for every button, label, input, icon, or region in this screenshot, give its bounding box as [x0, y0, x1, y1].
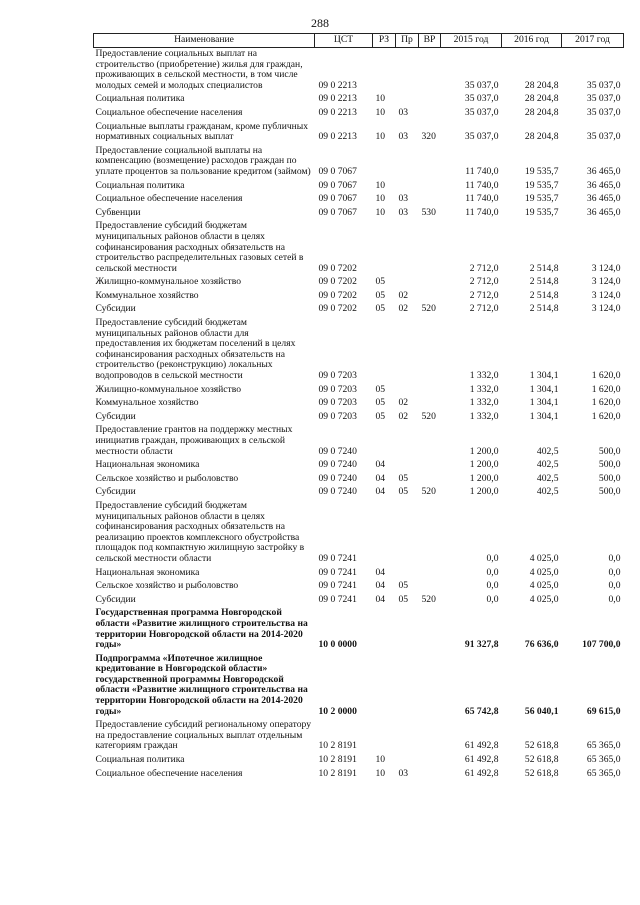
- cell-vr: [419, 397, 441, 411]
- cell-vr: [419, 500, 441, 567]
- cell-rz: 04: [375, 580, 386, 592]
- cell-2015: 1 200,0: [469, 445, 499, 457]
- cell-name: Социальное обеспечение населения: [95, 767, 243, 779]
- table-row: [94, 580, 624, 594]
- cell-2016: 28 204,8: [524, 79, 559, 91]
- cell-2016: 19 535,7: [524, 193, 559, 205]
- cell-name: Субсидии: [95, 593, 136, 605]
- table-row: [94, 424, 624, 459]
- cell-pr: 02: [398, 289, 409, 301]
- cell-cst: 10 2 8191: [318, 740, 357, 752]
- cell-vr: [419, 220, 441, 276]
- cell-pr: [396, 220, 419, 276]
- cell-2017: 1 620,0: [591, 383, 621, 395]
- cell-2017: 0,0: [608, 566, 621, 578]
- cell-rz: 04: [375, 566, 386, 578]
- cell-rz: 10: [375, 179, 386, 191]
- cell-2017: 1 620,0: [591, 410, 621, 422]
- cell-pr: 05: [398, 486, 409, 498]
- cell-name: Социальные выплаты гражданам, кроме публичных нормативных социальных выплат: [95, 120, 309, 143]
- header-name: Наименование: [94, 34, 315, 48]
- cell-rz: 04: [375, 486, 386, 498]
- cell-rz: 10: [375, 131, 386, 143]
- cell-cst: 09 0 2213: [318, 106, 357, 118]
- cell-cst: 09 0 7240: [318, 459, 357, 471]
- cell-pr: [396, 276, 419, 290]
- table-row: [94, 48, 624, 94]
- table-row: [94, 193, 624, 207]
- cell-2015: 11 740,0: [465, 165, 499, 177]
- table-row: [94, 567, 624, 581]
- cell-name: Предоставление грантов на поддержку местных инициатив граждан, проживающих в сельской местности области: [95, 424, 293, 457]
- cell-name: Национальная экономика: [95, 459, 200, 471]
- cell-rz: 05: [375, 289, 386, 301]
- cell-pr: 03: [398, 106, 409, 118]
- cell-name: Предоставление субсидий бюджетам муниципальных районов области в целях софинансирования расходных обязательств на строительство распределительных газовых сетей в сельской местности: [95, 220, 304, 274]
- cell-cst: 09 0 7067: [318, 193, 357, 205]
- cell-pr: [396, 754, 419, 768]
- cell-2016: 1 304,1: [529, 397, 559, 409]
- cell-2016: 1 304,1: [529, 410, 559, 422]
- cell-pr: 03: [398, 131, 409, 143]
- table-row: [94, 121, 624, 145]
- cell-2015: 91 327,8: [464, 639, 499, 651]
- table-row: [94, 317, 624, 384]
- cell-2016: 52 618,8: [524, 767, 559, 779]
- cell-2016: 402,5: [536, 472, 559, 484]
- cell-vr: 520: [421, 593, 436, 605]
- cell-2015: 11 740,0: [465, 179, 499, 191]
- table-row: [94, 653, 624, 720]
- cell-rz: 05: [375, 410, 386, 422]
- cell-name: Социальная политика: [95, 179, 185, 191]
- cell-rz: [373, 220, 396, 276]
- cell-2016: 28 204,8: [524, 93, 559, 105]
- cell-vr: [419, 384, 441, 398]
- table-row: [94, 290, 624, 304]
- cell-pr: 03: [398, 767, 409, 779]
- cell-pr: [396, 384, 419, 398]
- cell-pr: 02: [398, 303, 409, 315]
- table-row: [94, 145, 624, 180]
- cell-pr: [396, 93, 419, 107]
- cell-pr: [396, 459, 419, 473]
- cell-cst: 09 0 7067: [318, 179, 357, 191]
- cell-vr: [419, 290, 441, 304]
- cell-rz: 05: [375, 303, 386, 315]
- cell-rz: 05: [375, 397, 386, 409]
- cell-2016: 4 025,0: [529, 552, 559, 564]
- cell-2015: 0,0: [486, 552, 499, 564]
- header-pr: Пр: [396, 34, 419, 48]
- cell-2017: 500,0: [598, 486, 621, 498]
- cell-vr: [419, 607, 441, 652]
- table-row: [94, 207, 624, 221]
- cell-2015: 1 332,0: [469, 397, 499, 409]
- cell-rz: 04: [375, 459, 386, 471]
- cell-cst: 09 0 7202: [318, 276, 357, 288]
- cell-vr: 520: [421, 486, 436, 498]
- table-row: [94, 384, 624, 398]
- table-row: [94, 93, 624, 107]
- cell-cst: 10 2 8191: [318, 754, 357, 766]
- cell-2015: 0,0: [486, 580, 499, 592]
- cell-pr: [396, 607, 419, 652]
- cell-2017: 65 365,0: [586, 740, 621, 752]
- cell-name: Субсидии: [95, 410, 136, 422]
- cell-vr: [419, 180, 441, 194]
- cell-rz: [373, 500, 396, 567]
- cell-name: Субсидии: [95, 486, 136, 498]
- cell-vr: [419, 567, 441, 581]
- cell-name: Коммунальное хозяйство: [95, 397, 199, 409]
- cell-name: Национальная экономика: [95, 566, 200, 578]
- cell-cst: 09 0 7203: [318, 410, 357, 422]
- cell-2015: 2 712,0: [469, 303, 499, 315]
- cell-name: Сельское хозяйство и рыболовство: [95, 580, 239, 592]
- cell-name: Социальное обеспечение населения: [95, 193, 243, 205]
- cell-2017: 35 037,0: [586, 106, 621, 118]
- cell-vr: [419, 754, 441, 768]
- cell-2015: 1 332,0: [469, 370, 499, 382]
- cell-cst: 09 0 7067: [318, 165, 357, 177]
- cell-2015: 1 200,0: [469, 486, 499, 498]
- cell-cst: 09 0 7240: [318, 445, 357, 457]
- cell-2017: 35 037,0: [586, 79, 621, 91]
- cell-name: Подпрограмма «Ипотечное жилищное кредитование в Новгородской области» государственной программы Новгородской области «Развитие жилищного строительства на территории Новгородской области на 2014-2020 годы»: [95, 652, 308, 717]
- cell-name: Жилищно-коммунальное хозяйство: [95, 383, 242, 395]
- table-row: [94, 754, 624, 768]
- cell-2017: 35 037,0: [586, 131, 621, 143]
- cell-name: Предоставление субсидий региональному оператору на предоставление социальных выплат отдельным категориям граждан: [95, 719, 311, 752]
- cell-2017: 500,0: [598, 459, 621, 471]
- table-row: [94, 276, 624, 290]
- cell-pr: 02: [398, 397, 409, 409]
- cell-rz: [373, 607, 396, 652]
- cell-vr: [419, 653, 441, 720]
- cell-name: Субвенции: [95, 206, 141, 218]
- cell-cst: 09 0 7203: [318, 383, 357, 395]
- table-row: [94, 107, 624, 121]
- cell-cst: 09 0 7240: [318, 472, 357, 484]
- table-body: [94, 48, 624, 782]
- cell-pr: [396, 567, 419, 581]
- table-row: [94, 459, 624, 473]
- page-number: 288: [311, 16, 329, 30]
- cell-2017: 65 365,0: [586, 767, 621, 779]
- cell-2015: 1 332,0: [469, 410, 499, 422]
- cell-2015: 61 492,8: [464, 767, 499, 779]
- cell-vr: [419, 459, 441, 473]
- cell-2016: 1 304,1: [529, 370, 559, 382]
- cell-2016: 4 025,0: [529, 580, 559, 592]
- cell-cst: 09 0 7241: [318, 566, 357, 578]
- cell-name: Сельское хозяйство и рыболовство: [95, 472, 239, 484]
- cell-2016: 19 535,7: [524, 165, 559, 177]
- cell-vr: [419, 93, 441, 107]
- cell-rz: [373, 653, 396, 720]
- cell-pr: [396, 653, 419, 720]
- cell-vr: [419, 580, 441, 594]
- cell-rz: 10: [375, 193, 386, 205]
- cell-2015: 1 332,0: [469, 383, 499, 395]
- cell-name: Предоставление социальных выплат на строительство (приобретение) жилья для граждан, проживающих в сельской местности, в том числе молодых семей и молодых специалистов: [95, 48, 303, 91]
- cell-2015: 61 492,8: [464, 740, 499, 752]
- cell-pr: [396, 317, 419, 384]
- cell-2016: 56 040,1: [524, 705, 559, 717]
- cell-rz: 10: [375, 754, 386, 766]
- cell-2017: 3 124,0: [591, 303, 621, 315]
- cell-pr: [396, 500, 419, 567]
- cell-2015: 1 200,0: [469, 472, 499, 484]
- cell-pr: 05: [398, 472, 409, 484]
- table-row: [94, 411, 624, 425]
- table-row: [94, 303, 624, 317]
- cell-cst: 09 0 7241: [318, 580, 357, 592]
- cell-cst: 09 0 7203: [318, 370, 357, 382]
- cell-cst: 09 0 7202: [318, 303, 357, 315]
- table-row: [94, 500, 624, 567]
- table-row: [94, 719, 624, 754]
- table-row: [94, 397, 624, 411]
- cell-2015: 61 492,8: [464, 754, 499, 766]
- cell-2016: 28 204,8: [524, 131, 559, 143]
- cell-2015: 0,0: [486, 593, 499, 605]
- table-row: [94, 486, 624, 500]
- cell-rz: 10: [375, 767, 386, 779]
- cell-cst: 09 0 7241: [318, 593, 357, 605]
- table-row: [94, 473, 624, 487]
- cell-2017: 1 620,0: [591, 397, 621, 409]
- cell-name: Социальное обеспечение населения: [95, 106, 243, 118]
- cell-cst: 10 0 0000: [318, 639, 357, 651]
- cell-vr: [419, 424, 441, 459]
- cell-pr: [396, 719, 419, 754]
- cell-vr: [419, 276, 441, 290]
- cell-2015: 2 712,0: [469, 262, 499, 274]
- cell-2016: 28 204,8: [524, 106, 559, 118]
- header-2015: 2015 год: [441, 34, 502, 48]
- budget-table: [93, 33, 624, 781]
- cell-pr: 02: [398, 410, 409, 422]
- cell-name: Жилищно-коммунальное хозяйство: [95, 276, 242, 288]
- cell-rz: 10: [375, 206, 386, 218]
- table-row: [94, 768, 624, 782]
- cell-2016: 19 535,7: [524, 206, 559, 218]
- cell-cst: 09 0 7067: [318, 206, 357, 218]
- table-header: [94, 34, 624, 48]
- cell-cst: 09 0 2213: [318, 131, 357, 143]
- cell-cst: 10 2 8191: [318, 767, 357, 779]
- cell-vr: [419, 768, 441, 782]
- table-row: [94, 607, 624, 652]
- cell-rz: [373, 48, 396, 94]
- cell-2016: 2 514,8: [529, 303, 559, 315]
- cell-2015: 1 200,0: [469, 459, 499, 471]
- cell-2015: 2 712,0: [469, 276, 499, 288]
- cell-pr: [396, 424, 419, 459]
- cell-vr: [419, 317, 441, 384]
- cell-vr: [419, 48, 441, 94]
- cell-rz: [373, 145, 396, 180]
- cell-name: Предоставление субсидий бюджетам муниципальных районов области для предоставления их бюджетам поселений в целях софинансирования расходных обязательств на строительство (реконструкцию) локальных водопроводов в сельской местности: [95, 317, 296, 382]
- cell-rz: 10: [375, 93, 386, 105]
- cell-2017: 35 037,0: [586, 93, 621, 105]
- header-rz: РЗ: [373, 34, 396, 48]
- cell-2015: 35 037,0: [464, 93, 499, 105]
- cell-2015: 11 740,0: [465, 206, 499, 218]
- cell-vr: 520: [421, 410, 436, 422]
- cell-2015: 35 037,0: [464, 106, 499, 118]
- cell-2017: 3 124,0: [591, 262, 621, 274]
- cell-2016: 52 618,8: [524, 740, 559, 752]
- cell-cst: 09 0 7241: [318, 552, 357, 564]
- cell-rz: 05: [375, 276, 386, 288]
- cell-rz: 10: [375, 106, 386, 118]
- cell-2017: 0,0: [608, 552, 621, 564]
- cell-vr: 520: [421, 303, 436, 315]
- header-cst: ЦСТ: [315, 34, 373, 48]
- cell-rz: 05: [375, 383, 386, 395]
- cell-vr: 530: [421, 206, 436, 218]
- cell-2017: 3 124,0: [591, 276, 621, 288]
- cell-vr: [419, 193, 441, 207]
- cell-2017: 36 465,0: [586, 179, 621, 191]
- cell-2017: 1 620,0: [591, 370, 621, 382]
- cell-2015: 2 712,0: [469, 289, 499, 301]
- cell-name: Государственная программа Новгородской области «Развитие жилищного строительства на территории Новгородской области на 2014-2020 годы»: [95, 607, 308, 651]
- cell-pr: 05: [398, 580, 409, 592]
- cell-name: Субсидии: [95, 303, 136, 315]
- table-row: [94, 220, 624, 276]
- cell-cst: 09 0 7202: [318, 262, 357, 274]
- cell-name: Предоставление социальной выплаты на компенсацию (возмещение) расходов граждан по уплате процентов за пользование кредитом (займом): [95, 144, 311, 177]
- cell-pr: [396, 48, 419, 94]
- cell-cst: 09 0 7202: [318, 289, 357, 301]
- cell-2017: 500,0: [598, 472, 621, 484]
- cell-2017: 107 700,0: [582, 639, 621, 651]
- cell-vr: [419, 719, 441, 754]
- cell-2017: 0,0: [608, 580, 621, 592]
- cell-2016: 402,5: [536, 459, 559, 471]
- cell-2016: 2 514,8: [529, 289, 559, 301]
- cell-2017: 36 465,0: [586, 193, 621, 205]
- header-2016: 2016 год: [502, 34, 562, 48]
- cell-vr: 320: [421, 131, 436, 143]
- table-row: [94, 180, 624, 194]
- header-vr: ВР: [419, 34, 441, 48]
- cell-vr: [419, 107, 441, 121]
- cell-2016: 4 025,0: [529, 593, 559, 605]
- cell-2017: 36 465,0: [586, 165, 621, 177]
- cell-vr: [419, 145, 441, 180]
- cell-pr: [396, 145, 419, 180]
- cell-2015: 35 037,0: [464, 131, 499, 143]
- cell-2015: 0,0: [486, 566, 499, 578]
- cell-rz: 04: [375, 472, 386, 484]
- cell-2017: 500,0: [598, 445, 621, 457]
- cell-2016: 19 535,7: [524, 179, 559, 191]
- cell-vr: [419, 473, 441, 487]
- cell-cst: 09 0 2213: [318, 93, 357, 105]
- cell-2017: 65 365,0: [586, 754, 621, 766]
- cell-pr: 05: [398, 593, 409, 605]
- cell-2015: 65 742,8: [464, 705, 499, 717]
- cell-name: Предоставление субсидий бюджетам муниципальных районов области в целях софинансирования расходных обязательств на реализацию проектов комплексного обустройства площадок под компактную жилищную застройку в сельской местности области: [95, 499, 305, 564]
- cell-rz: 04: [375, 593, 386, 605]
- cell-2017: 36 465,0: [586, 206, 621, 218]
- cell-rz: [373, 719, 396, 754]
- cell-rz: [373, 317, 396, 384]
- cell-cst: 10 2 0000: [318, 705, 357, 717]
- table-row: [94, 594, 624, 608]
- cell-2016: 1 304,1: [529, 383, 559, 395]
- cell-name: Социальная политика: [95, 93, 185, 105]
- cell-rz: [373, 424, 396, 459]
- cell-2017: 69 615,0: [586, 705, 621, 717]
- cell-cst: 09 0 7240: [318, 486, 357, 498]
- cell-pr: [396, 180, 419, 194]
- cell-2015: 35 037,0: [464, 79, 499, 91]
- cell-2016: 2 514,8: [529, 276, 559, 288]
- cell-name: Социальная политика: [95, 754, 185, 766]
- cell-pr: 03: [398, 206, 409, 218]
- cell-cst: 09 0 7203: [318, 397, 357, 409]
- cell-2016: 4 025,0: [529, 566, 559, 578]
- cell-2016: 2 514,8: [529, 262, 559, 274]
- cell-2016: 402,5: [536, 445, 559, 457]
- cell-2017: 0,0: [608, 593, 621, 605]
- header-2017: 2017 год: [562, 34, 624, 48]
- cell-2016: 402,5: [536, 486, 559, 498]
- cell-2015: 11 740,0: [465, 193, 499, 205]
- cell-cst: 09 0 2213: [318, 79, 357, 91]
- cell-2017: 3 124,0: [591, 289, 621, 301]
- cell-2016: 52 618,8: [524, 754, 559, 766]
- cell-2016: 76 636,0: [524, 639, 559, 651]
- cell-pr: 03: [398, 193, 409, 205]
- cell-name: Коммунальное хозяйство: [95, 289, 199, 301]
